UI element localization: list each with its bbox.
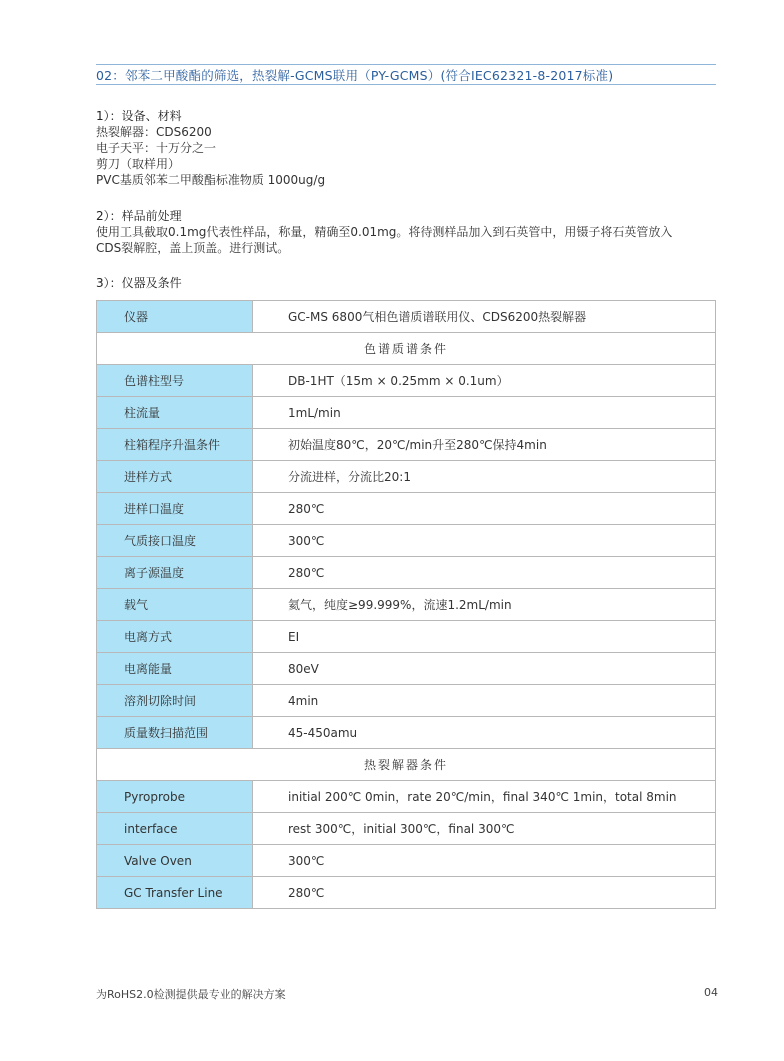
table-row [97,621,716,653]
row-label: 仪器 [97,301,253,333]
table-row [97,493,716,525]
table-row [97,429,716,461]
equipment-line: 剪刀（取样用） [96,157,181,171]
page-number: 04 [704,986,718,999]
group-row [97,749,716,781]
equipment-line: PVC基质邻苯二甲酸酯标准物质 1000ug/g [96,173,326,187]
row-label: interface [97,813,253,845]
row-value: 氦气，纯度≥99.999%，流速1.2mL/min [253,589,716,621]
conditions-heading: 3）：仪器及条件 [96,276,182,290]
group-row [97,333,716,365]
row-value: EI [253,621,716,653]
header-rule-bottom [96,84,716,85]
conditions-table [96,300,716,909]
header-rule-top [96,64,716,65]
group-heading-pyrolyzer: 热裂解器条件 [97,749,716,781]
row-value: 300℃ [253,845,716,877]
pretreatment-heading: 2）：样品前处理 [96,209,182,223]
table-row [97,301,716,333]
table-row [97,525,716,557]
table-row [97,365,716,397]
row-value: 分流进样，分流比20:1 [253,461,716,493]
group-heading-gcms: 色谱质谱条件 [97,333,716,365]
equipment-line: 电子天平：十万分之一 [96,141,217,155]
row-value: 80eV [253,653,716,685]
row-value: 4min [253,685,716,717]
table-row [97,813,716,845]
row-value: 1mL/min [253,397,716,429]
row-label: 进样方式 [97,461,253,493]
table-row [97,653,716,685]
row-value: 280℃ [253,493,716,525]
table-row [97,781,716,813]
row-label: 色谱柱型号 [97,365,253,397]
row-value: DB-1HT（15m × 0.25mm × 0.1um） [253,365,716,397]
table-row [97,717,716,749]
section-title: 02：邻苯二甲酸酯的筛选，热裂解-GCMS联用（PY-GCMS）(符合IEC62321-8-2017标准) [96,68,614,83]
row-value: 280℃ [253,877,716,909]
table-row [97,557,716,589]
row-label: 溶剂切除时间 [97,685,253,717]
row-label: 进样口温度 [97,493,253,525]
row-label: 载气 [97,589,253,621]
row-label: Valve Oven [97,845,253,877]
table-row [97,461,716,493]
table-row [97,845,716,877]
row-value: rest 300℃，initial 300℃，final 300℃ [253,813,716,845]
table-row [97,877,716,909]
equipment-section [96,108,720,188]
table-row [97,685,716,717]
footer-tagline: 为RoHS2.0检测提供最专业的解决方案 [96,988,286,1001]
row-label: 柱箱程序升温条件 [97,429,253,461]
row-label: Pyroprobe [97,781,253,813]
row-value: initial 200℃ 0min，rate 20℃/min，final 340℃ 1min，total 8min [253,781,716,813]
table-row [97,589,716,621]
pretreatment-line: CDS裂解腔，盖上顶盖。进行测试。 [96,241,290,255]
table-row [97,397,716,429]
row-value: GC-MS 6800气相色谱质谱联用仪、CDS6200热裂解器 [253,301,716,333]
row-label: 离子源温度 [97,557,253,589]
row-label: 质量数扫描范围 [97,717,253,749]
row-label: 柱流量 [97,397,253,429]
row-label: 电离方式 [97,621,253,653]
row-value: 280℃ [253,557,716,589]
pretreatment-section [96,208,720,256]
row-value: 45-450amu [253,717,716,749]
equipment-line: 热裂解器：CDS6200 [96,125,212,139]
row-label: 电离能量 [97,653,253,685]
pretreatment-line: 使用工具截取0.1mg代表性样品，称量，精确至0.01mg。将待测样品加入到石英管中，用镊子将石英管放入 [96,225,673,239]
row-label: 气质接口温度 [97,525,253,557]
row-label: GC Transfer Line [97,877,253,909]
equipment-heading: 1）：设备、材料 [96,109,182,123]
row-value: 300℃ [253,525,716,557]
row-value: 初始温度80℃，20℃/min升至280℃保持4min [253,429,716,461]
conditions-section [96,275,720,291]
